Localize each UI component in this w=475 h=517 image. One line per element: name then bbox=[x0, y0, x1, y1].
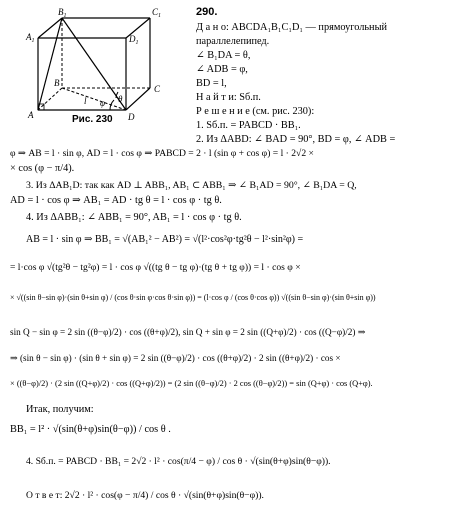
label-b: B bbox=[54, 78, 60, 88]
answer-line: О т в е т: 2√2 · l² · cos(φ − π/4) / cos θ · √(sin(θ+φ)sin(θ−φ)). bbox=[26, 490, 264, 501]
label-phi: φ bbox=[100, 98, 105, 108]
identity-1: sin Q − sin φ = 2 sin ((θ−φ)/2) · cos ((θ+φ)/2), sin Q + sin φ = 2 sin ((Q+φ)/2) · cos ((Q−φ)/2) ⇒ bbox=[10, 327, 366, 337]
step-4: 4. Из ΔABB₁: ∠ ABB₁ = 90°, AB₁ = l · cos φ · tg θ. bbox=[26, 212, 242, 223]
given-line: Д а н о: ABCDA₁B₁C₁D₁ — прямоугольный bbox=[196, 22, 387, 33]
step-2: 2. Из ΔABD: ∠ BAD = 90°, BD = φ, ∠ ADB = bbox=[196, 134, 396, 145]
bb1-result: BB₁ = l² · √(sin(θ+φ)sin(θ−φ)) / cos θ . bbox=[10, 424, 171, 435]
label-theta: θ bbox=[118, 94, 123, 104]
step-1: 1. Sб.п. = PABCD · BB₁. bbox=[196, 120, 301, 131]
identity-2: ⇒ (sin θ − sin φ) · (sin θ + sin φ) = 2 sin ((θ−φ)/2) · cos ((θ+φ)/2) · 2 sin ((θ+φ)/2) · cos × bbox=[10, 353, 341, 363]
formula-bb1: AB = l · sin φ ⇒ BB₁ = √(AB₁² − AB²) = √(l²·cos²φ·tg²θ − l²·sin²φ) = bbox=[26, 234, 304, 245]
formula-bb1-2: = l·cos φ √(tg²θ − tg²φ) = l · cos φ √((tg θ − tg φ)·(tg θ + tg φ)) = l · cos φ × bbox=[10, 262, 301, 273]
identity-3: × ((θ−φ)/2) · (2 sin ((Q+φ)/2) · cos ((Q+φ)/2)) = (2 sin ((θ−φ)/2) · 2 cos ((θ−φ)/2)) = sin (Q+φ) · cos (Q+φ). bbox=[10, 379, 373, 388]
label-d1: $D_1$ bbox=[129, 34, 139, 46]
parallelepiped-figure bbox=[18, 6, 186, 124]
label-d: D bbox=[128, 112, 135, 122]
step-3-cont: AD = l · cos φ ⇒ AB₁ = AD · tg θ = l · cos φ · tg θ. bbox=[10, 195, 222, 206]
step-3: 3. Из ΔAB₁D: так как AD ⊥ ABB₁, AB₁ ⊂ ABB₁ ⇒ ∠ B₁AD = 90°, ∠ B₁DA = Q, bbox=[26, 180, 357, 191]
step-2-end: × cos (φ − π/4). bbox=[10, 163, 75, 174]
given-bd: BD = l, bbox=[196, 78, 227, 89]
given-line-2: параллелепипед. bbox=[196, 36, 270, 47]
label-c: C bbox=[154, 84, 161, 94]
solution-heading: Р е ш е н и е (см. рис. 230): bbox=[196, 106, 315, 117]
given-angle-adb: ∠ ADB = φ, bbox=[196, 64, 248, 75]
figure-caption: Рис. 230 bbox=[72, 114, 113, 125]
find-line: Н а й т и: Sб.п. bbox=[196, 92, 261, 103]
label-b1: $B_1$ bbox=[58, 7, 67, 19]
step-4-final: 4. Sб.п. = PABCD · BB₁ = 2√2 · l² · cos(π/4 − φ) / cos θ · √(sin(θ+φ)sin(θ−φ)). bbox=[26, 456, 331, 467]
given-angle-b1da: ∠ B₁DA = θ, bbox=[196, 50, 251, 61]
step-2-cont: φ ⇒ AB = l · sin φ, AD = l · cos φ ⇒ PABCD = 2 · l (sin φ + cos φ) = l · 2√2 × bbox=[10, 148, 314, 159]
so-we-get: Итак, получим: bbox=[26, 404, 94, 415]
label-a1: $A_1$ bbox=[26, 32, 35, 44]
formula-bb1-3: × √((sin θ−sin φ)·(sin θ+sin φ) / (cos θ·sin φ·cos θ·sin φ)) = (l·cos φ / (cos θ·cos φ)) √((sin θ−sin φ)·(sin θ+sin φ)) bbox=[10, 293, 376, 302]
label-a: A bbox=[28, 110, 34, 120]
label-l: l bbox=[84, 96, 87, 106]
parallelepiped-drawing bbox=[18, 6, 186, 124]
problem-number: 290. bbox=[196, 6, 218, 18]
label-c1: $C_1$ bbox=[152, 7, 162, 19]
